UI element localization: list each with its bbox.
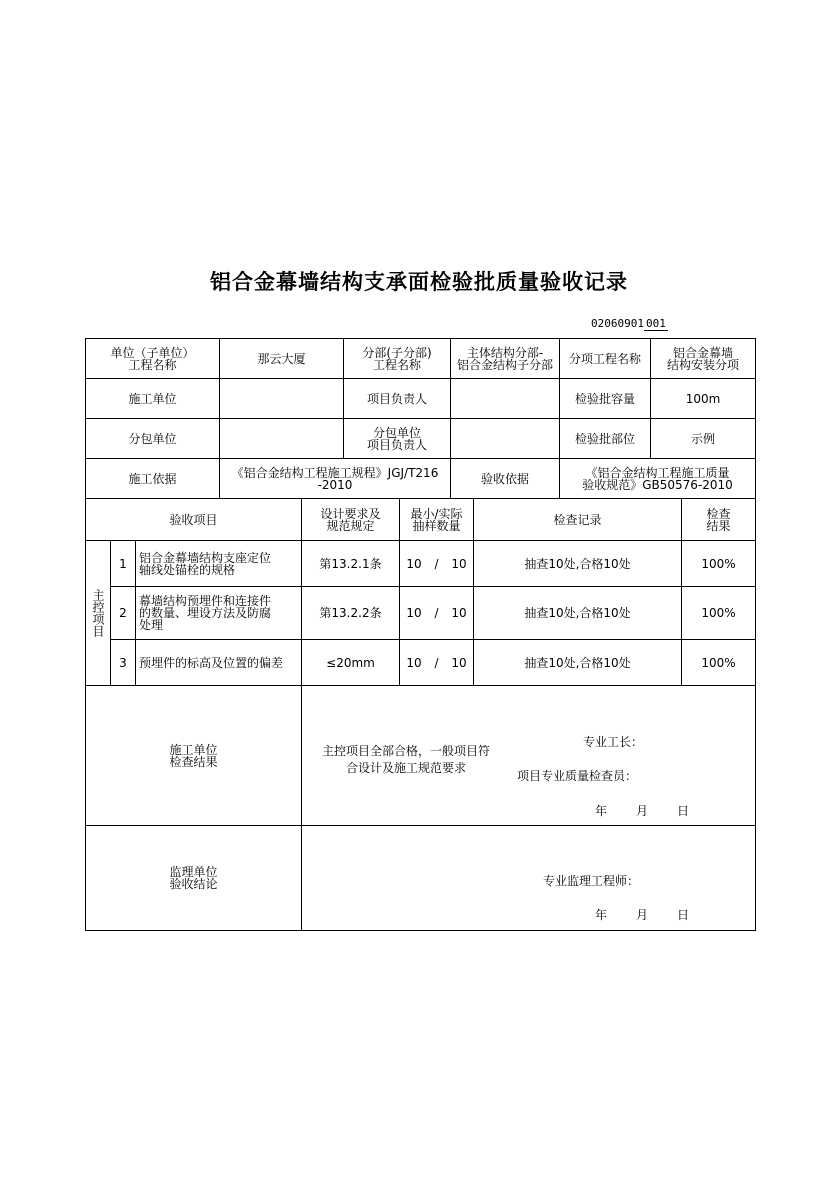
quality-inspector-label: 项目专业质量检查员： [517,769,638,783]
table-row-design [301,586,400,640]
contractor-label: 施工单位 [128,391,177,406]
row-result: 100% [701,556,736,571]
row-result: 100% [701,655,736,670]
table-row-design [301,639,400,686]
row-item: 铝合金幕墙结构支座定位 轴线处锚栓的规格 [139,550,272,577]
table-row-sample [399,540,474,587]
supervisor-date-day: 日 [677,908,690,922]
capacity-value-cell [650,378,756,419]
acceptance-basis-label: 验收依据 [480,471,529,486]
table-row-item [135,639,302,686]
capacity-label-cell [559,378,651,419]
contractor-date-month: 月 [636,804,649,818]
capacity-value: 100m [685,391,721,406]
table-row-design [301,540,400,587]
table-row-item [135,586,302,640]
sub-label: 分包单位 [128,431,177,446]
row-sample-sep: / [434,606,439,620]
basis-value: 《铝合金结构工程施工规程》JGJ/T216 -2010 [231,465,439,492]
capacity-label: 检验批容量 [574,391,635,406]
sub-pm-value-cell [450,418,560,459]
row-sample-sep: / [434,655,439,670]
row-sample-sep: / [434,556,439,571]
location-label: 检验批部位 [574,431,635,446]
row-design: 第13.2.1条 [319,556,382,571]
table-row-sample [399,586,474,640]
subitem-label: 分项工程名称 [568,351,641,366]
sub-label-cell [85,418,220,459]
unit-value-cell [219,338,344,379]
row-sample-actual: 10 [451,655,467,670]
acceptance-basis-value: 《铝合金结构工程施工质量 验收规范》GB50576-2010 [582,465,733,492]
pm-value-cell [450,378,560,419]
row-item: 幕墙结构预埋件和连接件 的数量、埋设方法及防腐 处理 [139,594,272,632]
row-sample-min: 10 [406,556,422,571]
unit-label-cell [85,338,220,379]
row-result: 100% [701,606,736,620]
col-item-header [85,498,302,541]
basis-value-cell [219,458,451,499]
acceptance-basis-value-cell [559,458,756,499]
supervisor-check-label: 监理单位 验收结论 [169,865,218,891]
row-record: 抽查10处,合格10处 [524,655,631,670]
location-value-cell [650,418,756,459]
row-no: 3 [119,655,127,670]
row-design: 第13.2.2条 [319,606,382,620]
contractor-date-day: 日 [677,804,690,818]
subitem-label-cell [559,338,651,379]
basis-label: 施工依据 [128,471,177,486]
record-code [591,317,668,331]
subitem-value: 铝合金幕墙 结构安装分项 [666,345,739,372]
table-row-result [681,639,756,686]
record-table [85,338,756,931]
foreman-label: 专业工长： [583,735,644,749]
division-label-cell [343,338,451,379]
row-record: 抽查10处,合格10处 [524,606,631,620]
contractor-value-cell [219,378,344,419]
row-item: 预埋件的标高及位置的偏差 [139,655,284,670]
table-row-no [110,540,136,587]
division-value-cell [450,338,560,379]
table-row-no [110,639,136,686]
contractor-date-year: 年 [595,804,608,818]
col-sample-label: 最小/实际 抽样数量 [410,506,463,533]
supervisor-date-month: 月 [636,908,649,922]
col-record-header [473,498,682,541]
row-no: 1 [119,556,127,571]
division-label: 分部(子分部) 工程名称 [362,345,432,372]
group-label: 主控项目 [91,589,105,637]
pm-label: 项目负责人 [366,391,427,406]
sub-pm-label-cell [343,418,451,459]
row-record: 抽查10处,合格10处 [524,556,631,571]
supervisor-engineer-label: 专业监理工程师： [543,874,640,888]
table-row-record [473,639,682,686]
contractor-check-label-cell [85,685,302,826]
code-prefix: 02060901 [591,317,644,330]
basis-label-cell [85,458,220,499]
acceptance-basis-label-cell [450,458,560,499]
table-row-record [473,540,682,587]
location-value: 示例 [690,431,715,446]
row-sample-min: 10 [406,606,422,620]
page-title: 铝合金幕墙结构支承面检验批质量验收记录 [210,270,628,294]
col-record-label: 检查记录 [553,512,602,527]
contractor-conclusion: 主控项目全部合格，一般项目符 合设计及施工规范要求 [321,744,490,775]
row-design: ≤20mm [326,655,375,670]
col-result-label: 检查 结果 [706,506,731,533]
group-label-cell [85,540,111,686]
row-sample-actual: 10 [451,606,467,620]
contractor-label-cell [85,378,220,419]
table-row-item [135,540,302,587]
table-row-result [681,540,756,587]
supervisor-check-label-cell [85,825,302,931]
col-sample-header [399,498,474,541]
contractor-check-label: 施工单位 检查结果 [169,742,218,769]
table-row-result [681,586,756,640]
unit-label: 单位（子单位） 工程名称 [110,345,195,372]
table-row-sample [399,639,474,686]
code-serial: 001 [644,317,668,331]
unit-value: 那云大厦 [257,351,306,366]
row-sample-min: 10 [406,655,422,670]
sub-pm-label: 分包单位 项目负责人 [366,425,427,452]
division-value: 主体结构分部- 铝合金结构子分部 [456,345,553,372]
supervisor-date-year: 年 [595,908,608,922]
sub-value-cell [219,418,344,459]
table-row-no [110,586,136,640]
location-label-cell [559,418,651,459]
col-design-label: 设计要求及 规范规定 [320,506,381,533]
col-design-header [301,498,400,541]
col-result-header [681,498,756,541]
col-item-label: 验收项目 [169,512,218,527]
subitem-value-cell [650,338,756,379]
row-no: 2 [119,606,127,620]
row-sample-actual: 10 [451,556,467,571]
table-row-record [473,586,682,640]
pm-label-cell [343,378,451,419]
